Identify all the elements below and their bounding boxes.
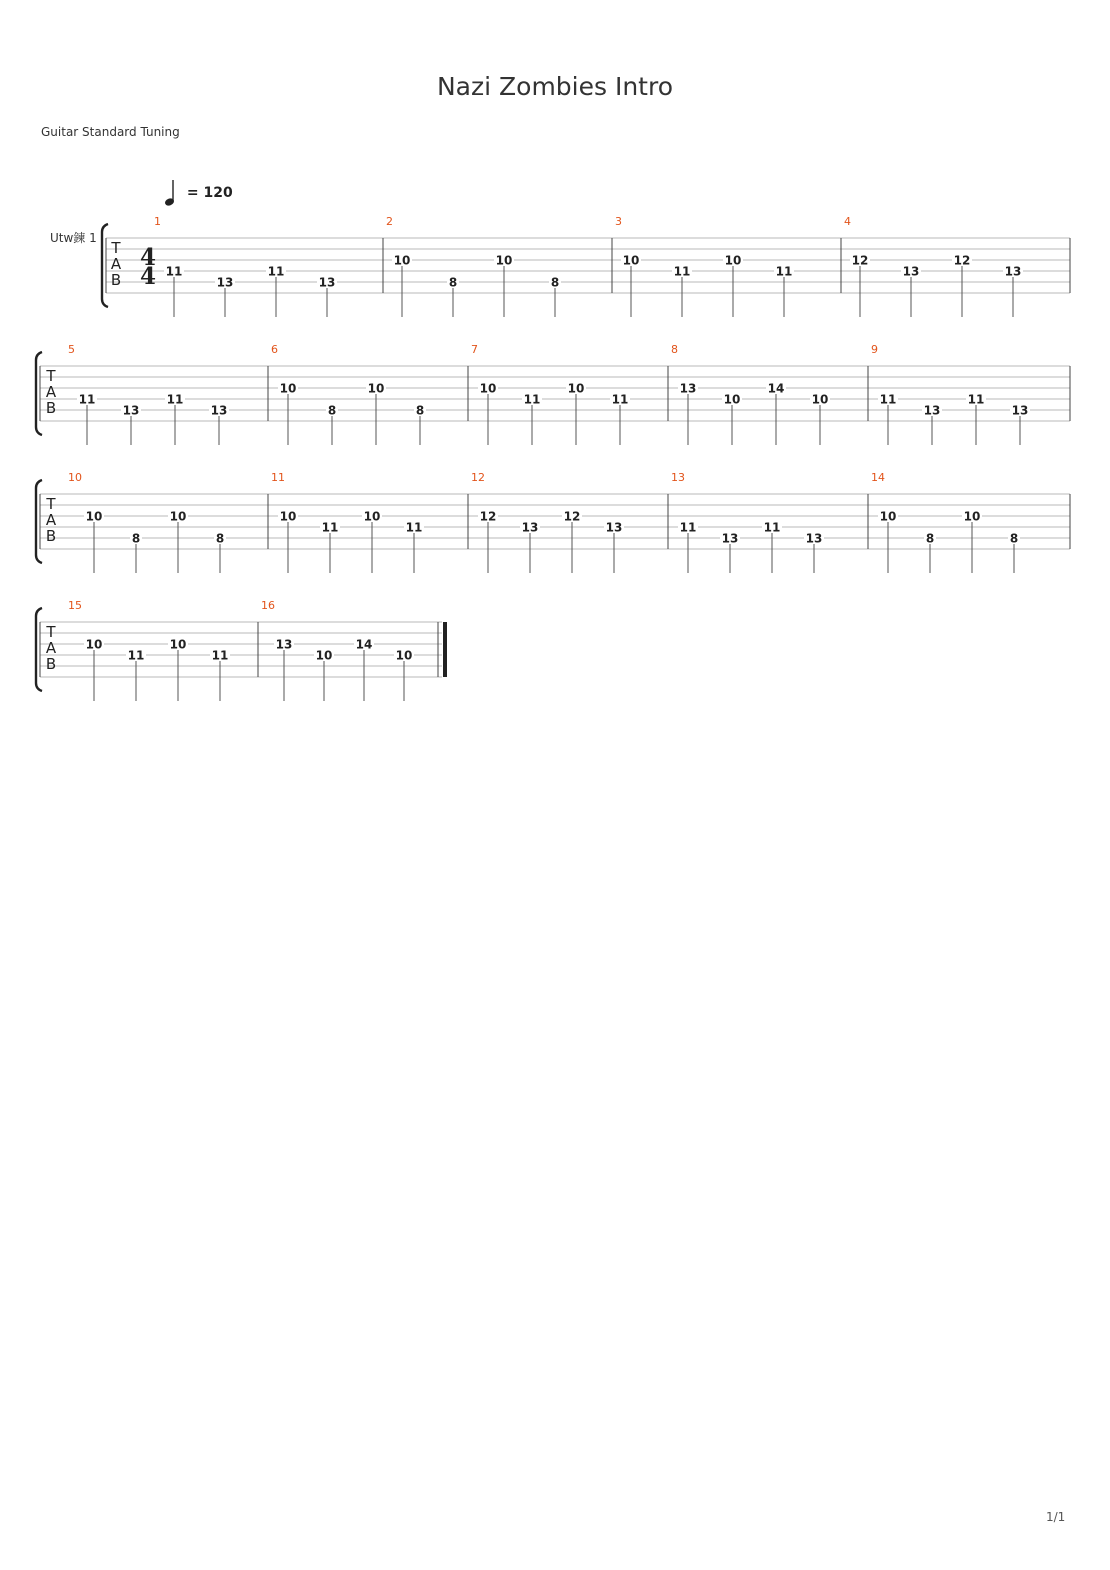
tab-clef-letter: T [111,239,121,257]
tab-clef-letter: T [46,367,56,385]
fret-number: 10 [393,253,411,268]
fret-number: 13 [122,403,140,418]
fret-number: 10 [811,392,829,407]
fret-number: 10 [315,648,333,663]
fret-number: 14 [767,381,785,396]
fret-number: 11 [673,264,691,279]
system-bracket [36,352,42,435]
time-signature-denominator: 4 [139,263,157,290]
fret-number: 10 [567,381,585,396]
bar-number: 5 [68,343,75,356]
fret-number: 8 [327,403,337,418]
bar-number: 3 [615,215,622,228]
fret-number: 11 [763,520,781,535]
fret-number: 8 [131,531,141,546]
fret-number: 10 [85,637,103,652]
fret-number: 14 [355,637,373,652]
fret-number: 11 [879,392,897,407]
fret-number: 12 [851,253,869,268]
fret-number: 10 [479,381,497,396]
fret-number: 13 [605,520,623,535]
bar-number: 2 [386,215,393,228]
fret-number: 13 [1004,264,1022,279]
tab-clef-letter: A [45,639,57,657]
fret-number: 8 [448,275,458,290]
fret-number: 10 [169,637,187,652]
fret-number: 12 [953,253,971,268]
fret-number: 12 [563,509,581,524]
bar-number: 11 [271,471,285,484]
tab-clef-letter: A [45,383,57,401]
fret-number: 13 [216,275,234,290]
fret-number: 11 [165,264,183,279]
fret-number: 11 [775,264,793,279]
fret-number: 13 [679,381,697,396]
fret-number: 8 [1009,531,1019,546]
tab-clef-letter: B [45,655,57,673]
fret-number: 13 [521,520,539,535]
tab-clef-letter: B [45,527,57,545]
fret-number: 10 [169,509,187,524]
fret-number: 13 [902,264,920,279]
bar-number: 4 [844,215,851,228]
tab-clef-letter: T [46,623,56,641]
bar-number: 16 [261,599,275,612]
bar-number: 13 [671,471,685,484]
bar-number: 8 [671,343,678,356]
fret-number: 11 [523,392,541,407]
fret-number: 13 [923,403,941,418]
fret-number: 11 [267,264,285,279]
fret-number: 10 [622,253,640,268]
fret-number: 11 [166,392,184,407]
fret-number: 13 [805,531,823,546]
fret-number: 10 [879,509,897,524]
fret-number: 11 [211,648,229,663]
fret-number: 10 [279,509,297,524]
bar-number: 14 [871,471,885,484]
fret-number: 11 [679,520,697,535]
fret-number: 11 [127,648,145,663]
tab-clef-letter: B [45,399,57,417]
fret-number: 13 [318,275,336,290]
time-signature-numerator: 4 [139,244,157,271]
final-barline-thick [443,622,447,677]
fret-number: 11 [321,520,339,535]
fret-number: 13 [721,531,739,546]
system-bracket [36,608,42,691]
bar-number: 7 [471,343,478,356]
fret-number: 10 [723,392,741,407]
tempo-label: = 120 [186,185,233,201]
fret-number: 10 [963,509,981,524]
bar-number: 1 [154,215,161,228]
fret-number: 8 [415,403,425,418]
fret-number: 13 [275,637,293,652]
system-bracket [102,224,108,307]
fret-number: 13 [1011,403,1029,418]
fret-number: 11 [967,392,985,407]
track-name: Utw鍊 1 [50,231,97,245]
system-bracket [36,480,42,563]
fret-number: 10 [367,381,385,396]
bar-number: 6 [271,343,278,356]
fret-number: 11 [405,520,423,535]
tab-clef-letter: T [46,495,56,513]
fret-number: 11 [78,392,96,407]
tab-clef-letter: A [45,511,57,529]
tuning-label: Guitar Standard Tuning [41,125,180,139]
fret-number: 10 [495,253,513,268]
fret-number: 13 [210,403,228,418]
score-title: Nazi Zombies Intro [436,72,674,101]
tab-clef-letter: B [110,271,122,289]
bar-number: 12 [471,471,485,484]
fret-number: 12 [479,509,497,524]
fret-number: 8 [215,531,225,546]
bar-number: 10 [68,471,82,484]
fret-number: 10 [279,381,297,396]
tab-clef-letter: A [110,255,122,273]
fret-number: 10 [724,253,742,268]
fret-number: 10 [363,509,381,524]
bar-number: 15 [68,599,82,612]
fret-number: 8 [925,531,935,546]
page-number: 1/1 [1046,1510,1066,1524]
bar-number: 9 [871,343,878,356]
fret-number: 8 [550,275,560,290]
fret-number: 11 [611,392,629,407]
fret-number: 10 [85,509,103,524]
fret-number: 10 [395,648,413,663]
